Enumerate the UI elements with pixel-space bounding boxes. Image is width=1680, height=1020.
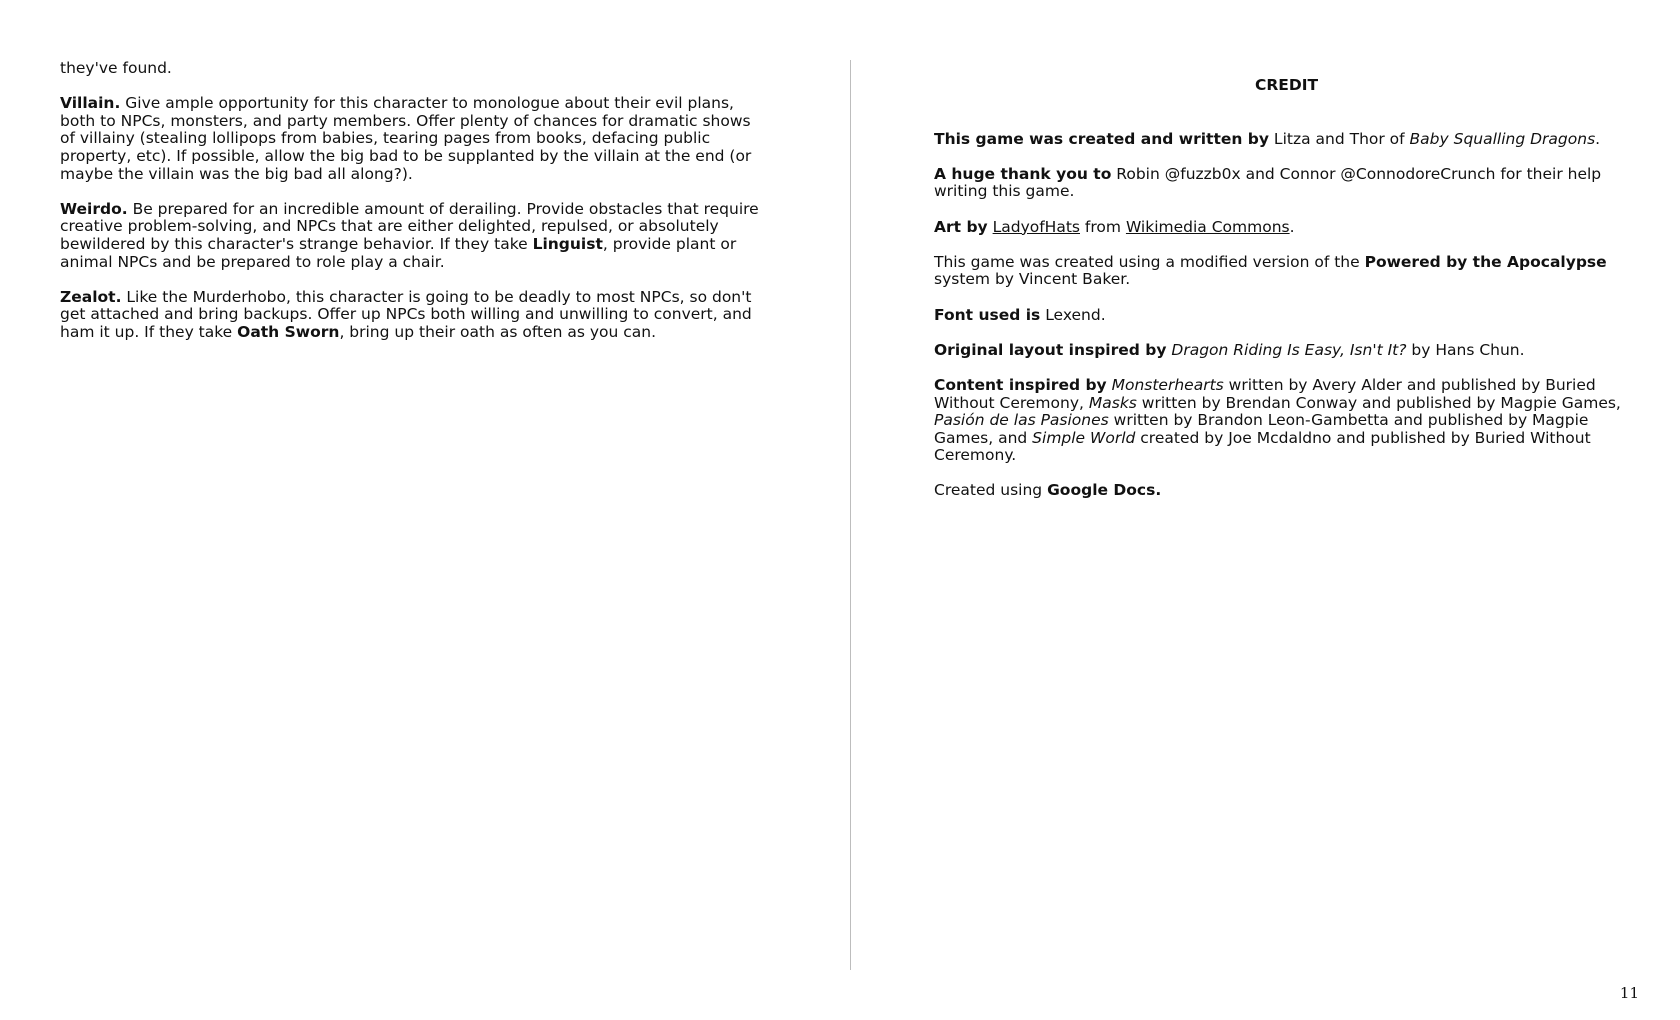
weirdo-paragraph: [60, 201, 760, 271]
layout-paragraph: [934, 342, 1639, 360]
weirdo-text-b: , provide plant or animal NPCs and be prepared to role play a chair.: [60, 234, 737, 271]
content-work-1: Monsterhearts: [1111, 375, 1224, 394]
content-work-3: Pasión de las Pasiones: [934, 411, 1109, 430]
tool-name: Google Docs.: [1047, 481, 1162, 500]
font-text: Lexend.: [1040, 305, 1106, 324]
content-text-2: written by Brendan Conway and published by Magpie Games,: [1136, 393, 1621, 412]
intro-tail-text: they've found.: [60, 59, 172, 77]
system-paragraph: [934, 254, 1639, 289]
content-work-2: Masks: [1088, 393, 1137, 412]
created-by-text: Litza and Thor of: [1269, 129, 1410, 148]
content-paragraph: [934, 377, 1639, 465]
font-label: Font used is: [934, 305, 1041, 324]
system-name: Powered by the Apocalypse: [1364, 252, 1607, 271]
layout-text: by Hans Chun.: [1406, 340, 1525, 359]
thanks-label: A huge thank you to: [934, 164, 1112, 183]
zealot-text-a: Like the Murderhobo, this character is going to be deadly to most NPCs, so don't get attached and bring backups. Offer up NPCs both willing and unwilling to convert, and ham it up. If they take: [60, 287, 752, 341]
artist-link[interactable]: LadyofHats: [992, 217, 1080, 236]
zealot-term: Zealot.: [60, 287, 122, 306]
wikimedia-link[interactable]: Wikimedia Commons: [1125, 217, 1290, 236]
studio-name: Baby Squalling Dragons: [1409, 129, 1596, 148]
intro-tail-paragraph: [60, 60, 760, 78]
right-column: [934, 77, 1639, 518]
art-end: .: [1289, 217, 1295, 236]
font-paragraph: [934, 307, 1639, 325]
system-text-a: This game was created using a modified version of the: [934, 252, 1365, 271]
tool-paragraph: [934, 482, 1639, 500]
art-paragraph: [934, 219, 1639, 237]
credit-title: CREDIT: [1254, 76, 1319, 94]
zealot-paragraph: [60, 289, 760, 342]
art-mid: from: [1080, 217, 1126, 236]
layout-work: Dragon Riding Is Easy, Isn't It?: [1171, 340, 1407, 359]
thanks-text: Robin @fuzzb0x and Connor @ConnodoreCrunch for their help writing this game.: [934, 164, 1602, 201]
zealot-move: Oath Sworn: [237, 322, 340, 341]
system-text-b: system by Vincent Baker.: [934, 270, 1131, 289]
content-label: Content inspired by: [934, 375, 1107, 394]
content-work-4: Simple World: [1032, 428, 1136, 447]
content-text-3: written by Brandon Leon-Gambetta and published by Magpie Games, and: [934, 411, 1589, 447]
zealot-text-b: , bring up their oath as often as you can.: [339, 322, 657, 341]
thanks-paragraph: [934, 166, 1639, 201]
page-number: 11: [1619, 984, 1639, 1002]
created-by-end: .: [1595, 129, 1601, 148]
content-text-1: written by Avery Alder and published by Buried Without Ceremony,: [934, 375, 1596, 412]
content-text-4: created by Joe Mcdaldno and published by Buried Without Ceremony.: [934, 428, 1591, 465]
created-by-label: This game was created and written by: [934, 129, 1269, 148]
villain-paragraph: [60, 95, 760, 183]
created-by-paragraph: [934, 131, 1639, 149]
villain-term: Villain.: [60, 94, 121, 113]
art-label: Art by: [934, 217, 988, 236]
villain-text: Give ample opportunity for this character to monologue about their evil plans, both to NPCs, monsters, and party members. Offer plenty of chances for dramatic shows of villainy (stealing lollipops from babies, tearing pages from books, defacing public property, etc). If possible, allow the big bad to be supplanted by the villain at the end (or maybe the villain was the big bad all along?).: [60, 94, 752, 183]
weirdo-term: Weirdo.: [60, 199, 128, 218]
weirdo-move: Linguist: [532, 234, 603, 253]
tool-text: Created using: [934, 481, 1048, 500]
page-divider: [850, 60, 851, 970]
weirdo-text-a: Be prepared for an incredible amount of derailing. Provide obstacles that require creative problem-solving, and NPCs that are either delighted, repulsed, or absolutely bewildered by this character's strange behavior. If they take: [60, 199, 759, 253]
left-column: [60, 60, 760, 359]
layout-label: Original layout inspired by: [934, 340, 1167, 359]
